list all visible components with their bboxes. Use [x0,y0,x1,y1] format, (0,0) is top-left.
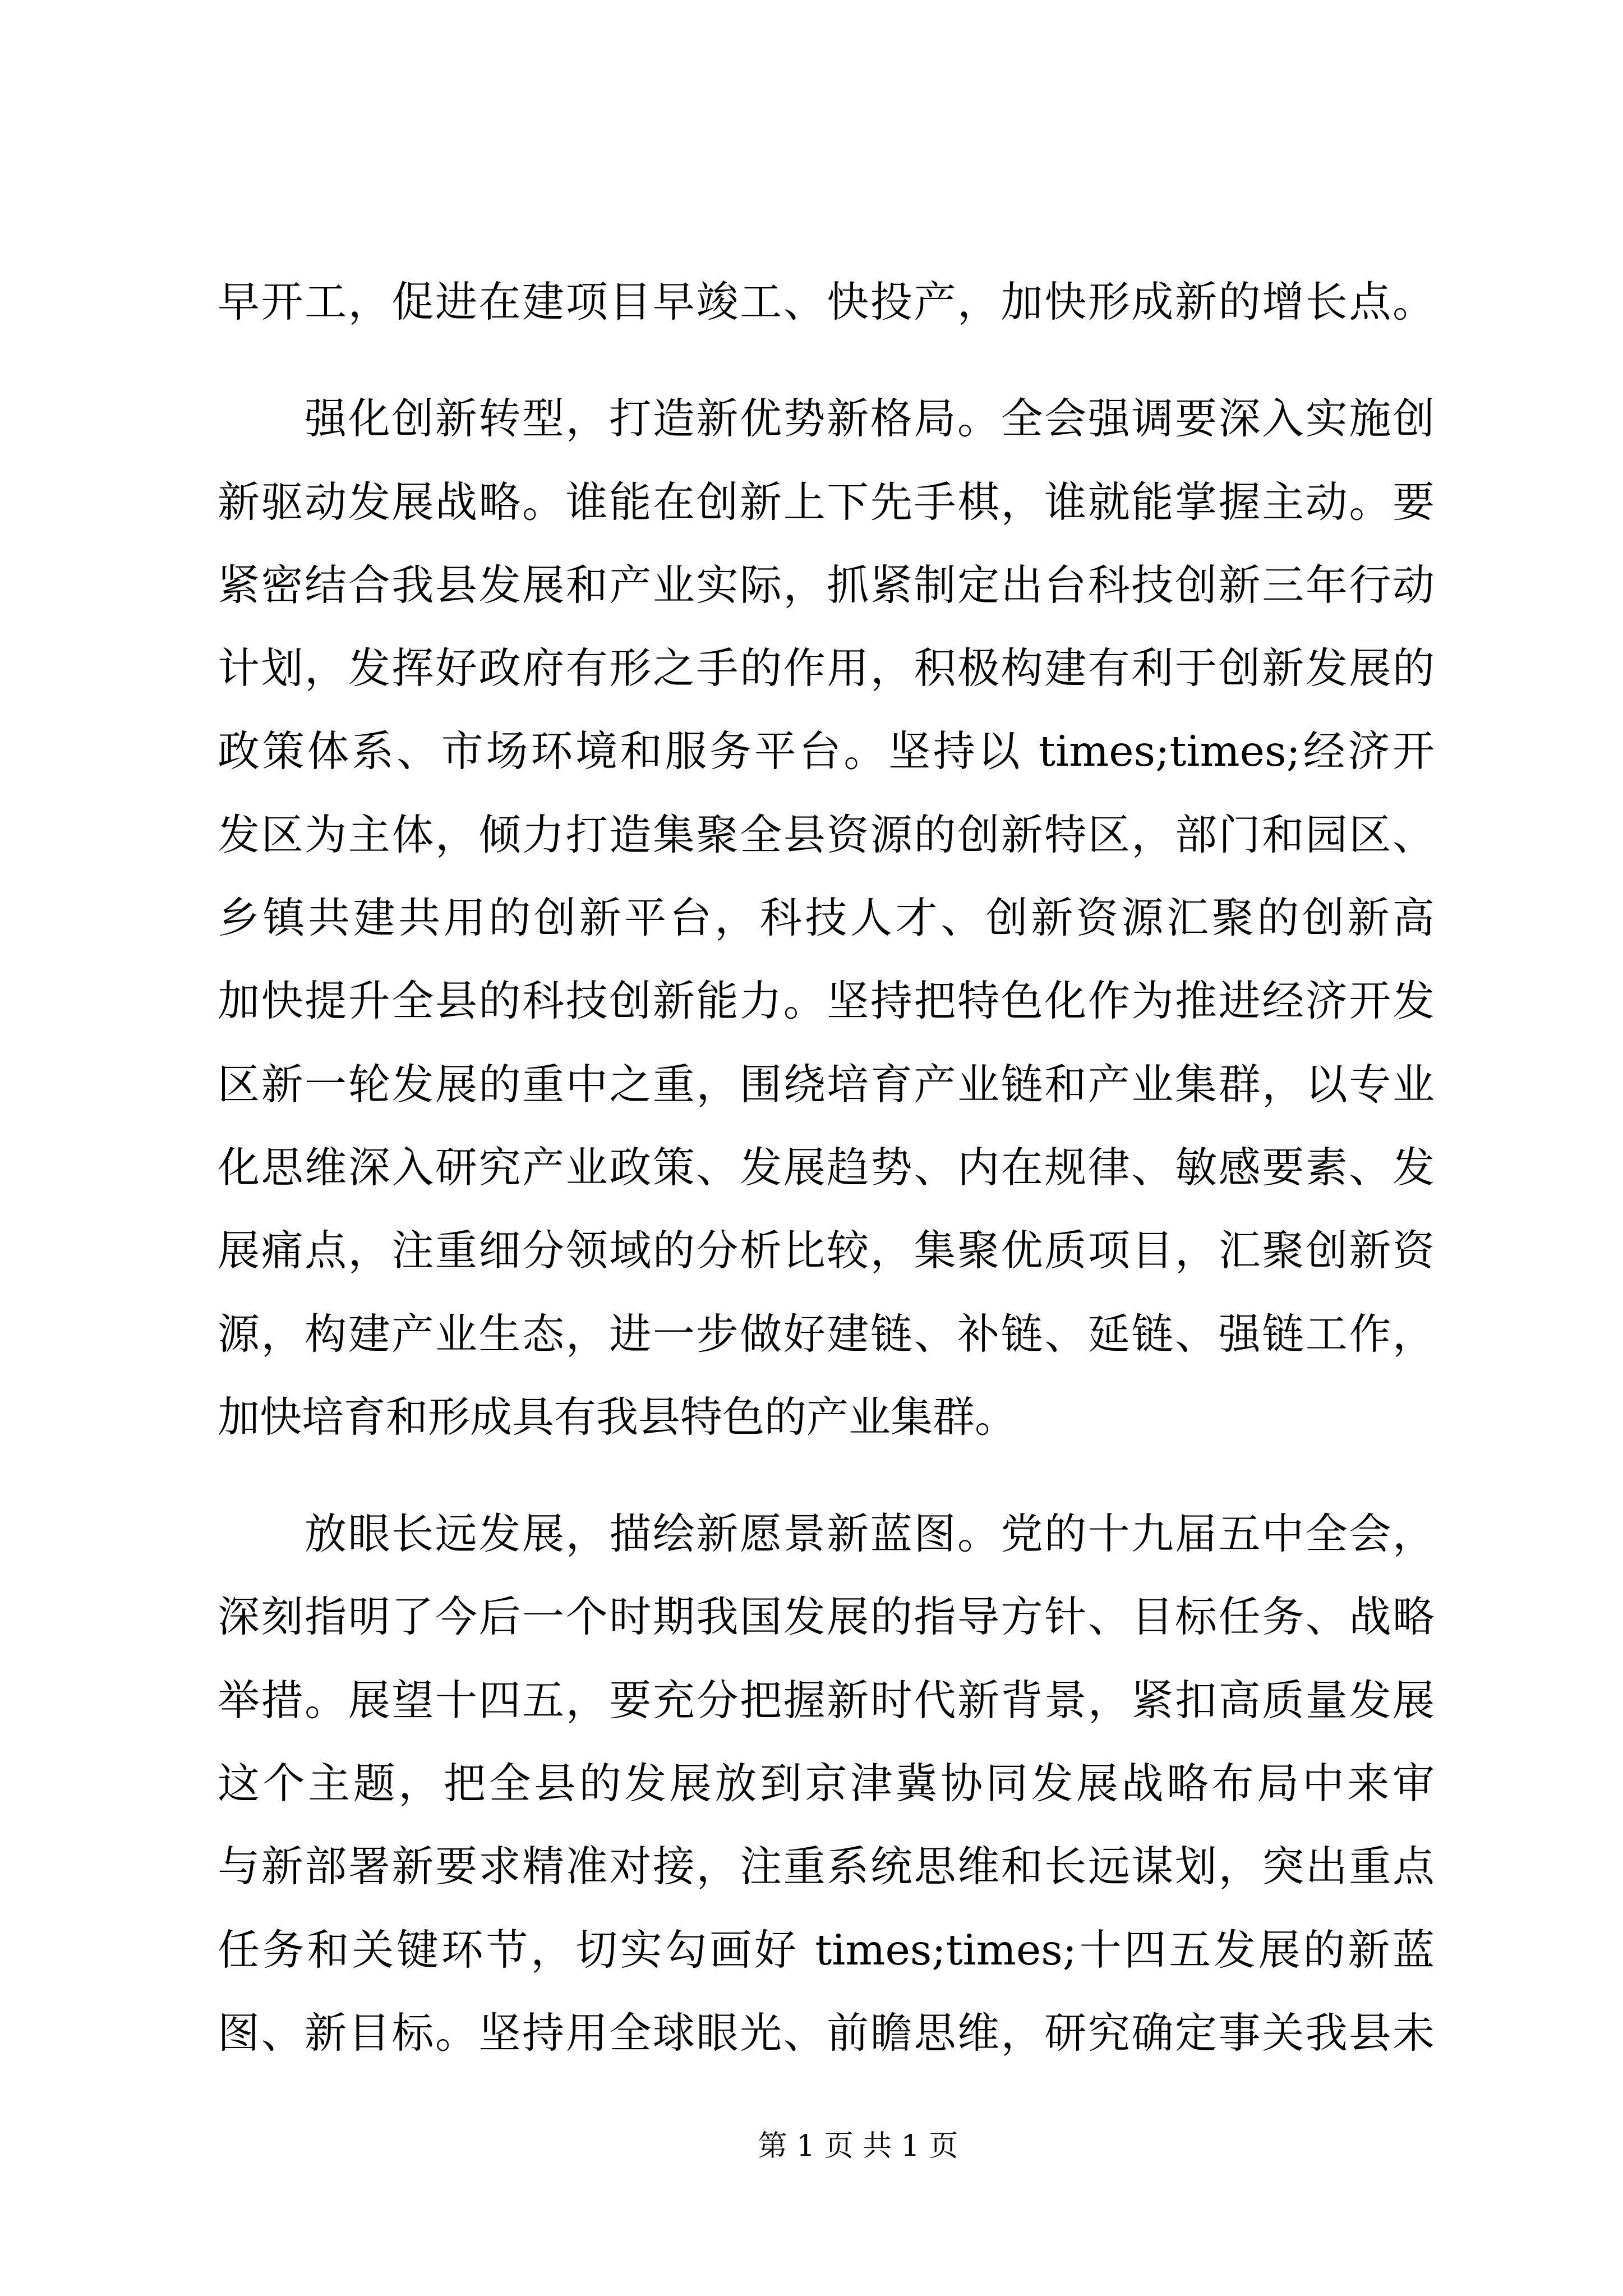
paragraph-line: 区新一轮发展的重中之重，围绕培育产业链和产业集群，以专业 [218,1059,1435,1109]
paragraph-line: 政策体系、市场环境和服务平台。坚持以 times;times;经济开 [218,726,1435,776]
paragraph-line: 加快培育和形成具有我县特色的产业集群。 [218,1392,1017,1442]
paragraph-line: 深刻指明了今后一个时期我国发展的指导方针、目标任务、战略 [218,1592,1435,1642]
page-footer-indicator: 第 1 页 共 1 页 [758,2129,958,2163]
paragraph-line: 源，构建产业生态，进一步做好建链、补链、延链、强链工作， [218,1309,1435,1359]
paragraph-line: 发区为主体，倾力打造集聚全县资源的创新特区，部门和园区、 [218,809,1435,859]
paragraph [218,377,1435,1458]
paragraph [218,1492,1435,2074]
paragraph-line: 新驱动发展战略。谁能在创新上下先手棋，谁就能掌握主动。要 [218,477,1435,527]
paragraph-line: 与新部署新要求精准对接，注重系统思维和长远谋划，突出重点 [218,1842,1435,1892]
paragraph-line: 紧密结合我县发展和产业实际，抓紧制定出台科技创新三年行动 [218,560,1435,610]
paragraph-line: 化思维深入研究产业政策、发展趋势、内在规律、敏感要素、发 [218,1142,1435,1192]
paragraph-line: 乡镇共建共用的创新平台，科技人才、创新资源汇聚的创新高 [218,893,1435,943]
paragraph-line: 展痛点，注重细分领域的分析比较，集聚优质项目，汇聚创新资 [218,1226,1435,1276]
paragraph [218,260,1435,343]
paragraph-line: 图、新目标。坚持用全球眼光、前瞻思维，研究确定事关我县未 [218,2008,1435,2058]
paragraph-line: 强化创新转型，打造新优势新格局。全会强调要深入实施创 [305,394,1435,444]
paragraph-line: 放眼长远发展，描绘新愿景新蓝图。党的十九届五中全会， [305,1509,1435,1559]
paragraph-line: 举措。展望十四五，要充分把握新时代新背景，紧扣高质量发展 [218,1675,1435,1725]
paragraph-line: 计划，发挥好政府有形之手的作用，积极构建有利于创新发展的 [218,643,1435,693]
document-body [218,260,1435,2074]
paragraph-line: 加快提升全县的科技创新能力。坚持把特色化作为推进经济开发 [218,976,1435,1026]
paragraph-line: 早开工，促进在建项目早竣工、快投产，加快形成新的增长点。 [218,277,1435,326]
paragraph-line: 这个主题，把全县的发展放到京津冀协同发展战略布局中来审 [218,1759,1435,1809]
paragraph-line: 任务和关键环节，切实勾画好 times;times;十四五发展的新蓝 [218,1925,1435,1975]
